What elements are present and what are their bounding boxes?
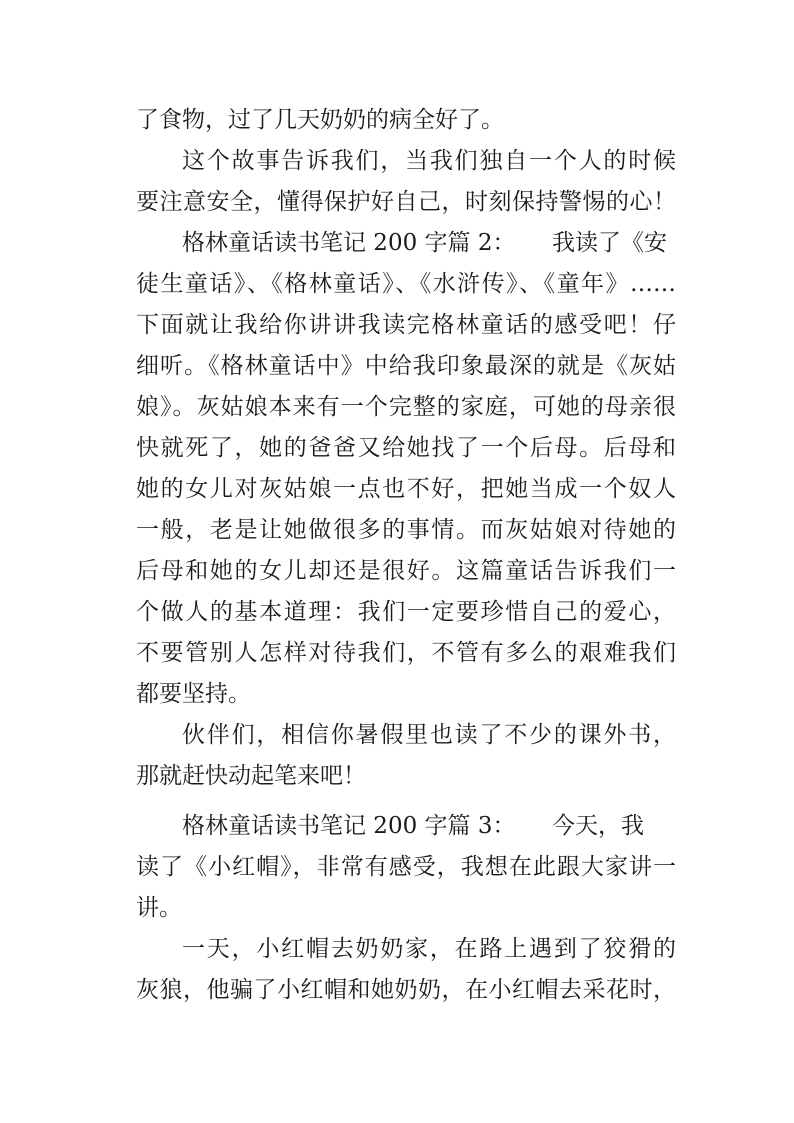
text-line: 伙伴们，相信你暑假里也读了不少的课外书， (182, 722, 676, 748)
text-line: 灰狼，他骗了小红帽和她奶奶，在小红帽去采花时， (136, 977, 676, 1003)
text-line: 要注意安全，懂得保护好自己，时刻保持警惕的心！ (136, 189, 676, 215)
text-line: 这个故事告诉我们，当我们独自一个人的时候 (182, 148, 676, 174)
text-line: 她的女儿对灰姑娘一点也不好，把她当成一个奴人 (136, 476, 676, 502)
text-line: 都要坚持。 (136, 681, 251, 707)
text-line: 那就赶快动起笔来吧！ (136, 763, 366, 789)
text-line: 细听。《格林童话中》中给我印象最深的就是《灰姑 (136, 353, 676, 379)
text-line: 快就死了，她的爸爸又给她找了一个后母。后母和 (136, 435, 676, 461)
text-line: 读了《小红帽》，非常有感受，我想在此跟大家讲一 (136, 854, 676, 880)
text-line: 格林童话读书笔记 200 字篇 2： 我读了《安 (182, 230, 668, 256)
text-line: 格林童话读书笔记 200 字篇 3： 今天，我 (182, 813, 645, 839)
text-line: 一般，老是让她做很多的事情。而灰姑娘对待她的 (136, 517, 676, 543)
text-line: 后母和她的女儿却还是很好。这篇童话告诉我们一 (136, 558, 676, 584)
text-line: 了食物，过了几天奶奶的病全好了。 (136, 107, 504, 133)
text-line: 徒生童话》、《格林童话》、《水浒传》、《童年》…… (136, 271, 676, 297)
text-line: 娘》。灰姑娘本来有一个完整的家庭，可她的母亲很 (136, 394, 676, 420)
text-line: 一天，小红帽去奶奶家，在路上遇到了狡猾的 (182, 936, 676, 962)
text-line: 讲。 (136, 895, 182, 921)
text-line: 下面就让我给你讲讲我读完格林童话的感受吧！仔 (136, 312, 676, 338)
text-line: 个做人的基本道理：我们一定要珍惜自己的爱心， (136, 599, 676, 625)
text-line: 不要管别人怎样对待我们，不管有多么的艰难我们 (136, 640, 676, 666)
